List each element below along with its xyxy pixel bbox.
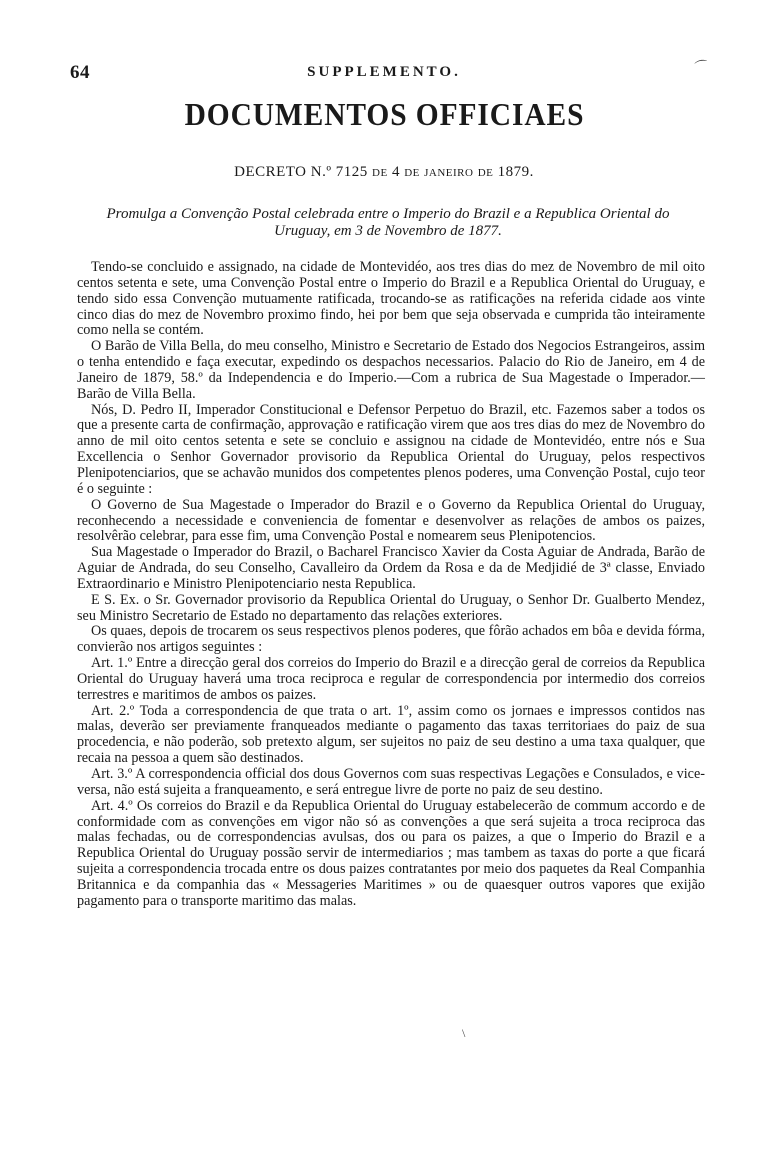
decree-year: 1879. xyxy=(497,164,534,180)
decree-de-3: DE xyxy=(477,167,494,179)
decree-month: JANEIRO xyxy=(424,167,474,179)
decree-de-1: DE xyxy=(372,167,388,179)
main-title: DOCUMENTOS OFFICIAES xyxy=(184,96,585,132)
paragraph-article-3: Art. 3.º A correspondencia official dos dous Governos com suas respectivas Legações e Consulados, e vice-versa, não está sujeita a franqueamento, e será entregue livre de porte no paiz de seu destino. xyxy=(77,766,705,798)
paragraph-minister-order: O Barão de Villa Bella, do meu conselho, Ministro e Secretario de Estado dos Negocios Estrangeiros, assim o tenha entendido e faça executar, expedindo os despachos necessarios. Palacio do Rio de Janeiro, em 4 de Janeiro de 1879, 58.º da Independencia e do Imperio.—Com a rubrica de Sua Magestade o Imperador.—Barão de Villa Bella. xyxy=(77,338,705,402)
paragraph-uruguay-plenipotentiary: E S. Ex. o Sr. Governador provisorio da Republica Oriental do Uruguay, o Senhor Dr. Gualberto Mendez, seu Ministro Secretario de Estado no departamento das relações exteriores. xyxy=(77,591,705,624)
corner-pencil-mark: ⌒ xyxy=(693,57,710,76)
page-number: 64 xyxy=(70,62,90,83)
paragraph-full-powers: Os quaes, depois de trocarem os seus respectivos plenos poderes, que fôrão achados em bôa e devida fórma, convierão nos artigos seguintes : xyxy=(77,623,705,656)
paragraph-brazil-plenipotentiary: Sua Magestade o Imperador do Brazil, o Bacharel Francisco Xavier da Costa Aguiar de Andrada, Barão de Aguiar de Andrada, do seu Conselho, Cavalleiro da Ordem da Rosa e da de Medjidié de 3ª classe, Enviado Extraordinario e Ministro Plenipotenciario nesta Republica. xyxy=(77,544,705,592)
tick-mark: \ xyxy=(462,1026,466,1040)
decree-label: DECRETO xyxy=(234,164,307,180)
paragraph-governments: O Governo de Sua Magestade o Imperador do Brazil e o Governo da Republica Oriental do Uruguay, reconhecendo a necessidade e conveniencia de fomentar e desenvolver as relações de ambos os paizes, resolvêrão celebrar, para esse fim, uma Convenção Postal e nomearem seus Plenipotencios. xyxy=(77,496,705,545)
body-text xyxy=(77,260,705,910)
paragraph-emperor-ratification: Nós, D. Pedro II, Imperador Constitucional e Defensor Perpetuo do Brazil, etc. Fazemos saber a todos os que a presente carta de confirmação, approvação e ratificação virem que aos tres dias do mez de Novembro do anno de mil oito centos setenta e sete se concluio e assignou na cidade de Montevidéo, entre nós e Sua Excellencia o Senhor Governador provisorio da Republica Oriental do Uruguay, pelos respectivos Plenipotenciarios, que se achavão munidos dos competentes plenos poderes, uma Convenção Postal, cujo teor é o seguinte : xyxy=(77,401,705,497)
decree-de-2: DE xyxy=(404,167,420,179)
decree-day: 4 xyxy=(391,164,400,180)
paragraph-article-4: Art. 4.º Os correios do Brazil e da Republica Oriental do Uruguay estabelecerão de commum accordo e de conformidade com as convenções em vigor não só as convenções a que será sujeita a troca reciproca das malas fechadas, ou de correspondencias avulsas, dos ou para os paizes, a que o Imperio do Brazil e a Republica Oriental do Uruguay possão servir de intermediarios ; mas tambem as taxas do porte a que ficará sujeita a correspondencia trocada entre os dous paizes contratantes por meio dos paquetes da Real Companhia Britannica e da companhia das « Messageries Maritimes » ou de quaesquer outros vapores que exijão pagamento para o transporte maritimo das malas. xyxy=(77,797,705,909)
paragraph-article-1: Art. 1.º Entre a direcção geral dos correios do Imperio do Brazil e a direcção geral de correios da Republica Oriental do Uruguay haverá uma troca reciproca e regular de correspondencia por intermedio dos correios terrestres e maritimos de ambos os paizes. xyxy=(77,655,705,703)
decree-summary: Promulga a Convenção Postal celebrada entre o Imperio do Brazil e a Republica Oriental do Uruguay, em 3 de Novembro de 1877. xyxy=(106,206,670,239)
paragraph-article-2: Art. 2.º Toda a correspondencia de que trata o art. 1º, assim como os jornaes e impressos contidos nas malas, deverão ser previamente franqueados mediante o pagamento das taxas territoriaes do paiz de sua procedencia, e não poderão, sob pretexto algum, ser sujeitos no paiz de seu destino a uma taxa qualquer, que recaia na pessoa a quem são destinados. xyxy=(77,702,705,767)
decree-title xyxy=(0,164,768,181)
decree-number: N.º 7125 xyxy=(310,164,368,180)
paragraph-preamble: Tendo-se concluido e assignado, na cidade de Montevidéo, aos tres dias do mez de Novembro de mil oito centos setenta e sete, uma Convenção Postal entre o Imperio do Brazil e a Republica Oriental do Uruguay, e tendo sido essa Convenção mutuamente ratificada, trocando-se as ratificações na referida cidade aos vinte cinco dias do mez de Novembro proximo findo, hei por bem que seja observada e cumprida tão inteiramente como nella se contém. xyxy=(77,259,705,339)
running-head: SUPPLEMENTO. xyxy=(307,64,461,80)
